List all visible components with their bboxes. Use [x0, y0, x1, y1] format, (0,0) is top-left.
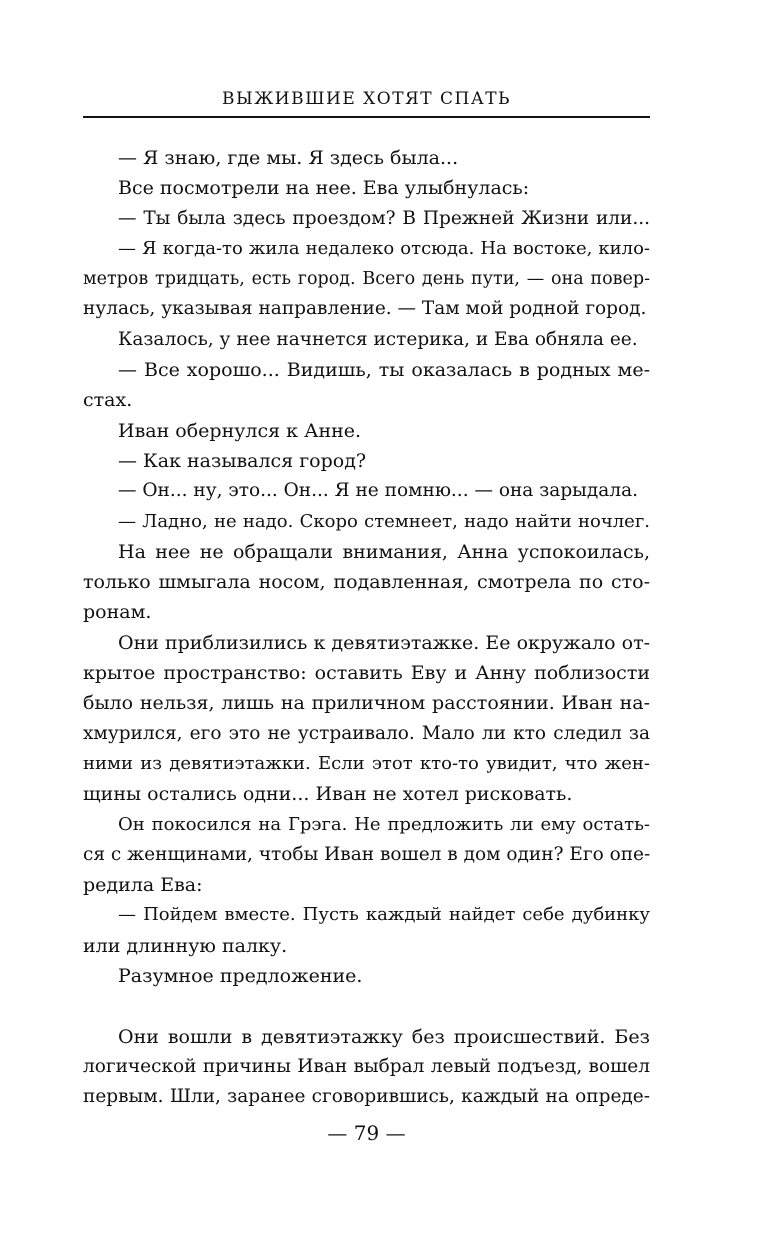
text-line: редила Ева:	[83, 874, 203, 897]
text-line: — Ладно, не надо. Скоро стемнеет, надо найти ночлег.	[118, 510, 650, 532]
text-line: ронам.	[83, 601, 152, 624]
section-break	[83, 991, 650, 1021]
text-line: На нее не обращали внимания, Анна успокоилась,	[118, 540, 650, 563]
text-line: первым. Шли, заранее сговорившись, каждый на опреде-	[83, 1086, 650, 1108]
text-line: ся с женщинами, чтобы Иван вошел в дом один? Его опе-	[83, 843, 650, 865]
text-line: Они вошли в девятиэтажку без происшествий. Без	[118, 1025, 650, 1048]
text-line: крытое пространство: оставить Еву и Анну поблизости	[83, 662, 650, 685]
text-line: — Ты была здесь проездом? В Прежней Жизни или...	[118, 207, 650, 229]
book-page	[83, 0, 650, 1240]
text-line: — Пойдем вместе. Пусть каждый найдет себе дубинку	[118, 904, 650, 926]
text-line: Все посмотрели на нее. Ева улыбнулась:	[118, 177, 530, 200]
text-line: только шмыгала носом, подавленная, смотрела по сто-	[83, 571, 650, 594]
text-line: — Он... ну, это... Он... Я не помню... — она зарыдала.	[118, 480, 638, 502]
text-line: нулась, указывая направление. — Там мой родной город.	[83, 298, 647, 320]
text-line: метров тридцать, есть город. Всего день пути, — она повер-	[83, 269, 650, 290]
text-line: стах.	[83, 389, 133, 412]
body-text	[83, 143, 650, 1113]
text-line: — Я знаю, где мы. Я здесь была...	[118, 147, 459, 169]
header-rule	[83, 116, 650, 118]
text-line: — Все хорошо... Видишь, ты оказалась в родных ме-	[118, 359, 650, 382]
text-line: Он покосился на Грэга. Не предложить ли ему остать-	[118, 813, 650, 835]
text-line: логической причины Иван выбрал левый подъезд, вошел	[83, 1055, 650, 1077]
text-line: хмурился, его это не устраивало. Мало ли кто следил за	[83, 722, 650, 744]
text-line: — Я когда-то жила недалеко отсюда. На востоке, кило-	[118, 237, 650, 259]
text-line: Они приблизились к девятиэтажке. Ее окружало от-	[118, 631, 650, 654]
running-title: ВЫЖИВШИЕ ХОТЯТ СПАТЬ	[221, 89, 512, 109]
text-line: — Как назывался город?	[118, 449, 367, 472]
text-line: или длинную палку.	[83, 934, 288, 957]
text-line: было нельзя, лишь на приличном расстоянии. Иван на-	[83, 692, 650, 715]
text-line: Иван обернулся к Анне.	[118, 419, 362, 442]
text-line: ними из девятиэтажки. Если этот кто-то увидит, что жен-	[83, 752, 650, 774]
text-line: щины остались одни... Иван не хотел рисковать.	[83, 783, 573, 806]
text-line: Разумное предложение.	[118, 965, 363, 988]
page-number: — 79 —	[327, 1121, 406, 1145]
text-line: Казалось, у нее начнется истерика, и Ева обняла ее.	[118, 328, 638, 350]
